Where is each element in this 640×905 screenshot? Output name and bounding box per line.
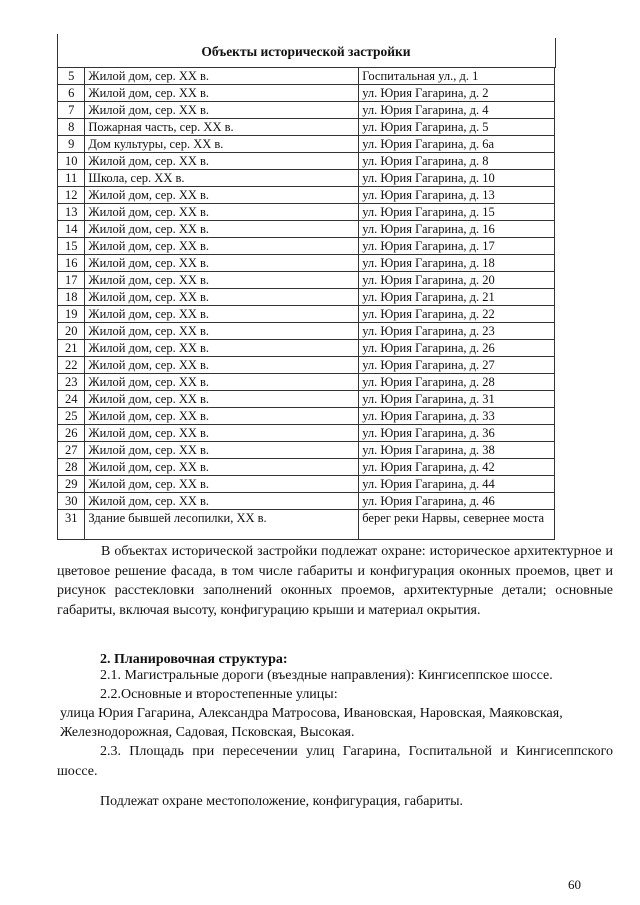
object-address: ул. Юрия Гагарина, д. 2 [359,85,555,102]
row-number: 11 [58,170,85,187]
protection-paragraph: В объектах исторической застройки подлежат охране: историческое архитектурное и цветовое решение фасада, в том числе габариты и конфигурация оконных проемов, цвет и рисунок расстекловки заполнений оконных проемов, архитектурные детали; основные габариты, включая высоту, конфигурацию крыши и материал окрытия. [57,544,613,618]
object-address: Госпитальная ул., д. 1 [359,68,555,85]
streets-line-1: улица Юрия Гагарина, Александра Матросова, Ивановская, Наровская, Маяковская, [60,706,563,721]
object-address: ул. Юрия Гагарина, д. 36 [359,425,555,442]
object-name: Жилой дом, сер. XX в. [85,391,359,408]
row-number: 15 [58,238,85,255]
object-name: Жилой дом, сер. XX в. [85,459,359,476]
row-number: 5 [58,68,85,85]
item-2-1: 2.1. Магистральные дороги (въездные направления): Кингисеппское шоссе. [100,668,553,683]
page-number: 60 [568,877,581,892]
protection-note: Подлежат охране местоположение, конфигурация, габариты. [100,794,463,809]
table-row [58,255,555,272]
row-number: 19 [58,306,85,323]
object-address: ул. Юрия Гагарина, д. 16 [359,221,555,238]
table-row [58,425,555,442]
table-row [58,221,555,238]
table-row [58,170,555,187]
table-row [58,272,555,289]
object-name: Жилой дом, сер. XX в. [85,289,359,306]
object-name: Жилой дом, сер. XX в. [85,340,359,357]
object-name: Жилой дом, сер. XX в. [85,102,359,119]
table-row [58,85,555,102]
object-name: Здание бывшей лесопилки, XX в. [85,510,359,540]
object-name: Жилой дом, сер. XX в. [85,153,359,170]
object-name: Жилой дом, сер. XX в. [85,357,359,374]
object-address: ул. Юрия Гагарина, д. 22 [359,306,555,323]
object-address: ул. Юрия Гагарина, д. 21 [359,289,555,306]
table-row [58,493,555,510]
object-address: ул. Юрия Гагарина, д. 38 [359,442,555,459]
object-name: Школа, сер. XX в. [85,170,359,187]
table-row [58,408,555,425]
object-name: Пожарная часть, сер. XX в. [85,119,359,136]
object-address: ул. Юрия Гагарина, д. 33 [359,408,555,425]
row-number: 24 [58,391,85,408]
table-row [58,68,555,85]
object-address: ул. Юрия Гагарина, д. 27 [359,357,555,374]
object-address: ул. Юрия Гагарина, д. 31 [359,391,555,408]
object-address: ул. Юрия Гагарина, д. 13 [359,187,555,204]
table-row [58,238,555,255]
table-row [58,476,555,493]
table-row [58,323,555,340]
row-number: 27 [58,442,85,459]
object-name: Жилой дом, сер. XX в. [85,187,359,204]
object-name: Жилой дом, сер. XX в. [85,272,359,289]
row-number: 8 [58,119,85,136]
streets-line-2: Железнодорожная, Садовая, Псковская, Высокая. [60,725,355,740]
object-name: Жилой дом, сер. XX в. [85,425,359,442]
table-row [58,510,555,540]
table-row [58,459,555,476]
item-2-2: 2.2.Основные и второстепенные улицы: [100,687,338,702]
object-name: Жилой дом, сер. XX в. [85,85,359,102]
row-number: 29 [58,476,85,493]
object-name: Жилой дом, сер. XX в. [85,493,359,510]
row-number: 18 [58,289,85,306]
row-number: 22 [58,357,85,374]
object-address: ул. Юрия Гагарина, д. 44 [359,476,555,493]
object-address: ул. Юрия Гагарина, д. 20 [359,272,555,289]
row-number: 17 [58,272,85,289]
object-name: Жилой дом, сер. XX в. [85,238,359,255]
object-address: ул. Юрия Гагарина, д. 4 [359,102,555,119]
table-right-border-top [555,38,556,68]
row-number: 31 [58,510,85,540]
row-number: 10 [58,153,85,170]
table-row [58,442,555,459]
heritage-objects-table [57,67,555,540]
table-row [58,374,555,391]
row-number: 25 [58,408,85,425]
table-row [58,306,555,323]
table-row [58,102,555,119]
object-name: Жилой дом, сер. XX в. [85,442,359,459]
object-address: ул. Юрия Гагарина, д. 46 [359,493,555,510]
item-2-3: 2.3. Площадь при пересечении улиц Гагарина, Госпитальной и Кингисеппского шоссе. [57,744,613,779]
row-number: 9 [58,136,85,153]
object-address: ул. Юрия Гагарина, д. 23 [359,323,555,340]
table-row [58,391,555,408]
object-name: Дом культуры, сер. XX в. [85,136,359,153]
section-heading: 2. Планировочная структура: [100,652,288,667]
object-address: ул. Юрия Гагарина, д. 8 [359,153,555,170]
row-number: 16 [58,255,85,272]
table-row [58,153,555,170]
object-address: ул. Юрия Гагарина, д. 18 [359,255,555,272]
row-number: 20 [58,323,85,340]
row-number: 28 [58,459,85,476]
row-number: 21 [58,340,85,357]
row-number: 26 [58,425,85,442]
row-number: 23 [58,374,85,391]
table-row [58,289,555,306]
object-address: ул. Юрия Гагарина, д. 5 [359,119,555,136]
object-name: Жилой дом, сер. XX в. [85,255,359,272]
row-number: 30 [58,493,85,510]
object-name: Жилой дом, сер. XX в. [85,204,359,221]
table-row [58,340,555,357]
table-row [58,187,555,204]
object-address: ул. Юрия Гагарина, д. 28 [359,374,555,391]
object-address: ул. Юрия Гагарина, д. 10 [359,170,555,187]
row-number: 6 [58,85,85,102]
table-row [58,119,555,136]
object-address: ул. Юрия Гагарина, д. 26 [359,340,555,357]
object-name: Жилой дом, сер. XX в. [85,221,359,238]
object-name: Жилой дом, сер. XX в. [85,68,359,85]
table-row [58,136,555,153]
row-number: 13 [58,204,85,221]
object-name: Жилой дом, сер. XX в. [85,306,359,323]
table-title: Объекты исторической застройки [201,44,411,59]
object-address: ул. Юрия Гагарина, д. 15 [359,204,555,221]
object-address: ул. Юрия Гагарина, д. 6а [359,136,555,153]
row-number: 14 [58,221,85,238]
row-number: 12 [58,187,85,204]
object-address: ул. Юрия Гагарина, д. 42 [359,459,555,476]
object-name: Жилой дом, сер. XX в. [85,374,359,391]
object-name: Жилой дом, сер. XX в. [85,323,359,340]
object-name: Жилой дом, сер. XX в. [85,476,359,493]
object-name: Жилой дом, сер. XX в. [85,408,359,425]
object-address: ул. Юрия Гагарина, д. 17 [359,238,555,255]
table-row [58,357,555,374]
table-row [58,204,555,221]
row-number: 7 [58,102,85,119]
object-address: берег реки Нарвы, севернее моста [359,510,555,540]
